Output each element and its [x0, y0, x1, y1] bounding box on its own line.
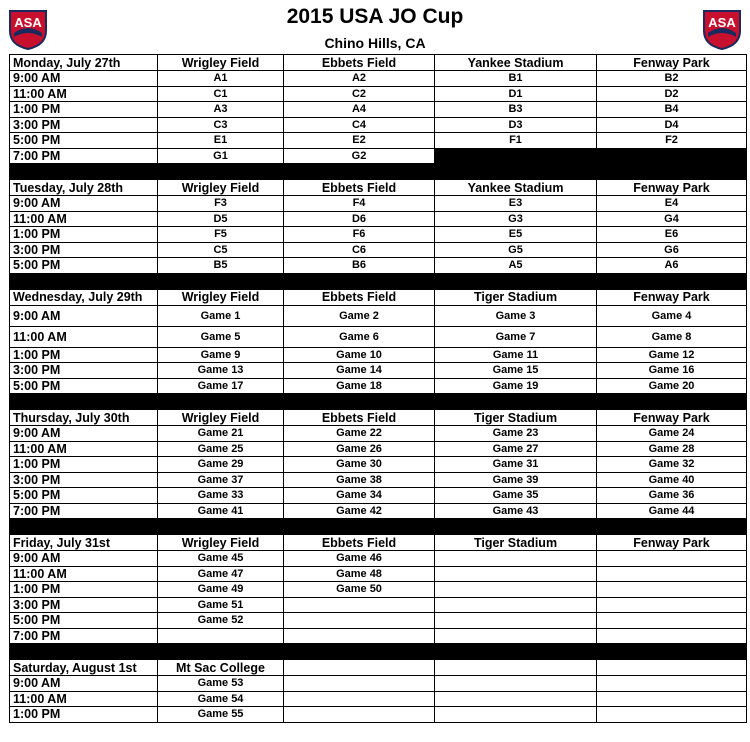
time-slot-row — [10, 305, 747, 326]
game-cell — [597, 148, 747, 164]
time-slot-row — [10, 71, 747, 87]
day-separator — [10, 519, 747, 535]
game-cell: Game 42 — [284, 503, 435, 519]
game-cell — [435, 613, 597, 629]
game-cell: C3 — [158, 117, 284, 133]
game-cell — [435, 566, 597, 582]
game-cell: E6 — [597, 227, 747, 243]
game-cell: F2 — [597, 133, 747, 149]
game-cell — [284, 613, 435, 629]
game-cell: D3 — [435, 117, 597, 133]
game-cell: C6 — [284, 242, 435, 258]
venue-header: Fenway Park — [597, 180, 747, 196]
game-cell: Game 44 — [597, 503, 747, 519]
separator-bar — [10, 273, 747, 289]
game-cell: E5 — [435, 227, 597, 243]
game-cell: Game 53 — [158, 676, 284, 692]
time-slot-label: 5:00 PM — [10, 258, 158, 274]
venue-header: Fenway Park — [597, 289, 747, 305]
day-label: Wednesday, July 29th — [10, 289, 158, 305]
game-cell — [435, 691, 597, 707]
time-slot-label: 7:00 PM — [10, 628, 158, 644]
time-slot-label: 11:00 AM — [10, 86, 158, 102]
day-header-row — [10, 535, 747, 551]
game-cell: Game 28 — [597, 441, 747, 457]
venue-header: Ebbets Field — [284, 535, 435, 551]
game-cell — [158, 628, 284, 644]
game-cell: Game 47 — [158, 566, 284, 582]
game-cell: G1 — [158, 148, 284, 164]
game-cell: Game 4 — [597, 305, 747, 326]
game-cell: Game 37 — [158, 472, 284, 488]
time-slot-label: 1:00 PM — [10, 347, 158, 363]
time-slot-row — [10, 503, 747, 519]
day-label: Friday, July 31st — [10, 535, 158, 551]
time-slot-row — [10, 378, 747, 394]
separator-bar — [10, 394, 747, 410]
day-header-row — [10, 660, 747, 676]
game-cell — [597, 613, 747, 629]
page-title: 2015 USA JO Cup — [286, 5, 464, 28]
day-label: Thursday, July 30th — [10, 410, 158, 426]
game-cell: G2 — [284, 148, 435, 164]
game-cell: Game 45 — [158, 551, 284, 567]
game-cell: Game 27 — [435, 441, 597, 457]
time-slot-label: 3:00 PM — [10, 242, 158, 258]
game-cell: B5 — [158, 258, 284, 274]
game-cell: D1 — [435, 86, 597, 102]
game-cell: Game 16 — [597, 363, 747, 379]
time-slot-label: 9:00 AM — [10, 196, 158, 212]
game-cell — [435, 597, 597, 613]
game-cell: D4 — [597, 117, 747, 133]
time-slot-row — [10, 347, 747, 363]
game-cell: Game 32 — [597, 457, 747, 473]
game-cell: Game 40 — [597, 472, 747, 488]
game-cell — [597, 597, 747, 613]
game-cell: Game 50 — [284, 582, 435, 598]
game-cell — [597, 628, 747, 644]
game-cell: B1 — [435, 71, 597, 87]
game-cell: Game 17 — [158, 378, 284, 394]
day-label: Saturday, August 1st — [10, 660, 158, 676]
game-cell: Game 10 — [284, 347, 435, 363]
game-cell: C5 — [158, 242, 284, 258]
time-slot-row — [10, 457, 747, 473]
venue-header: Mt Sac College — [158, 660, 284, 676]
game-cell — [435, 148, 597, 164]
game-cell: A2 — [284, 71, 435, 87]
venue-header — [284, 660, 435, 676]
game-cell: Game 15 — [435, 363, 597, 379]
game-cell: Game 51 — [158, 597, 284, 613]
game-cell: F5 — [158, 227, 284, 243]
game-cell — [597, 551, 747, 567]
venue-header: Wrigley Field — [158, 180, 284, 196]
game-cell: Game 7 — [435, 326, 597, 347]
game-cell: Game 34 — [284, 488, 435, 504]
time-slot-label: 7:00 PM — [10, 503, 158, 519]
day-separator — [10, 394, 747, 410]
time-slot-label: 5:00 PM — [10, 133, 158, 149]
venue-header: Fenway Park — [597, 55, 747, 71]
time-slot-label: 1:00 PM — [10, 227, 158, 243]
day-header-row — [10, 410, 747, 426]
game-cell: Game 30 — [284, 457, 435, 473]
game-cell: Game 21 — [158, 426, 284, 442]
venue-header: Ebbets Field — [284, 180, 435, 196]
venue-header — [435, 660, 597, 676]
time-slot-row — [10, 488, 747, 504]
day-separator — [10, 644, 747, 660]
game-cell: G6 — [597, 242, 747, 258]
venue-header: Fenway Park — [597, 535, 747, 551]
game-cell: Game 1 — [158, 305, 284, 326]
game-cell: C1 — [158, 86, 284, 102]
game-cell — [435, 551, 597, 567]
game-cell: Game 9 — [158, 347, 284, 363]
time-slot-row — [10, 86, 747, 102]
game-cell: Game 55 — [158, 707, 284, 723]
game-cell: Game 38 — [284, 472, 435, 488]
game-cell: Game 12 — [597, 347, 747, 363]
time-slot-label: 3:00 PM — [10, 472, 158, 488]
time-slot-label: 9:00 AM — [10, 676, 158, 692]
venue-header: Wrigley Field — [158, 55, 284, 71]
game-cell: Game 11 — [435, 347, 597, 363]
game-cell: B6 — [284, 258, 435, 274]
game-cell — [597, 676, 747, 692]
time-slot-label: 1:00 PM — [10, 582, 158, 598]
game-cell: Game 14 — [284, 363, 435, 379]
venue-header: Yankee Stadium — [435, 180, 597, 196]
venue-header: Ebbets Field — [284, 289, 435, 305]
game-cell: Game 36 — [597, 488, 747, 504]
time-slot-label: 7:00 PM — [10, 148, 158, 164]
venue-header: Wrigley Field — [158, 410, 284, 426]
game-cell: Game 35 — [435, 488, 597, 504]
game-cell: Game 54 — [158, 691, 284, 707]
game-cell: G3 — [435, 211, 597, 227]
venue-header: Tiger Stadium — [435, 535, 597, 551]
game-cell: E3 — [435, 196, 597, 212]
venue-header: Ebbets Field — [284, 55, 435, 71]
time-slot-row — [10, 242, 747, 258]
time-slot-row — [10, 597, 747, 613]
time-slot-row — [10, 227, 747, 243]
game-cell: F3 — [158, 196, 284, 212]
game-cell: Game 41 — [158, 503, 284, 519]
time-slot-row — [10, 426, 747, 442]
game-cell: G4 — [597, 211, 747, 227]
game-cell: Game 25 — [158, 441, 284, 457]
game-cell — [284, 628, 435, 644]
game-cell: Game 22 — [284, 426, 435, 442]
game-cell: A1 — [158, 71, 284, 87]
time-slot-label: 9:00 AM — [10, 426, 158, 442]
game-cell: A3 — [158, 102, 284, 118]
game-cell: A6 — [597, 258, 747, 274]
game-cell: A4 — [284, 102, 435, 118]
separator-bar — [10, 519, 747, 535]
game-cell: F1 — [435, 133, 597, 149]
time-slot-label: 9:00 AM — [10, 305, 158, 326]
game-cell: Game 52 — [158, 613, 284, 629]
time-slot-label: 11:00 AM — [10, 326, 158, 347]
time-slot-label: 5:00 PM — [10, 613, 158, 629]
time-slot-label: 1:00 PM — [10, 102, 158, 118]
venue-header — [597, 660, 747, 676]
time-slot-row — [10, 211, 747, 227]
day-label: Monday, July 27th — [10, 55, 158, 71]
game-cell: F6 — [284, 227, 435, 243]
game-cell — [597, 582, 747, 598]
time-slot-label: 3:00 PM — [10, 597, 158, 613]
game-cell: Game 29 — [158, 457, 284, 473]
game-cell — [597, 691, 747, 707]
venue-header: Tiger Stadium — [435, 410, 597, 426]
time-slot-row — [10, 133, 747, 149]
venue-header: Yankee Stadium — [435, 55, 597, 71]
game-cell: G5 — [435, 242, 597, 258]
time-slot-row — [10, 117, 747, 133]
game-cell — [284, 597, 435, 613]
time-slot-label: 9:00 AM — [10, 71, 158, 87]
game-cell: E1 — [158, 133, 284, 149]
day-header-row — [10, 289, 747, 305]
game-cell: E4 — [597, 196, 747, 212]
time-slot-row — [10, 613, 747, 629]
game-cell — [435, 628, 597, 644]
game-cell: D6 — [284, 211, 435, 227]
game-cell — [284, 691, 435, 707]
game-cell: Game 48 — [284, 566, 435, 582]
game-cell: B3 — [435, 102, 597, 118]
game-cell: Game 8 — [597, 326, 747, 347]
schedule-table — [9, 54, 747, 723]
time-slot-row — [10, 441, 747, 457]
venue-header: Ebbets Field — [284, 410, 435, 426]
game-cell — [284, 707, 435, 723]
time-slot-label: 1:00 PM — [10, 457, 158, 473]
day-header-row — [10, 180, 747, 196]
game-cell: Game 33 — [158, 488, 284, 504]
game-cell — [597, 707, 747, 723]
game-cell: Game 19 — [435, 378, 597, 394]
time-slot-label: 9:00 AM — [10, 551, 158, 567]
day-separator — [10, 273, 747, 289]
game-cell — [435, 582, 597, 598]
time-slot-row — [10, 676, 747, 692]
time-slot-row — [10, 472, 747, 488]
time-slot-label: 5:00 PM — [10, 378, 158, 394]
day-label: Tuesday, July 28th — [10, 180, 158, 196]
time-slot-label: 11:00 AM — [10, 566, 158, 582]
time-slot-row — [10, 326, 747, 347]
game-cell: Game 5 — [158, 326, 284, 347]
game-cell: Game 18 — [284, 378, 435, 394]
time-slot-label: 3:00 PM — [10, 117, 158, 133]
venue-header: Wrigley Field — [158, 289, 284, 305]
time-slot-row — [10, 102, 747, 118]
game-cell — [435, 707, 597, 723]
game-cell: Game 24 — [597, 426, 747, 442]
time-slot-row — [10, 363, 747, 379]
time-slot-label: 3:00 PM — [10, 363, 158, 379]
game-cell: D5 — [158, 211, 284, 227]
game-cell: A5 — [435, 258, 597, 274]
game-cell — [435, 676, 597, 692]
time-slot-row — [10, 566, 747, 582]
game-cell: C4 — [284, 117, 435, 133]
game-cell: E2 — [284, 133, 435, 149]
game-cell: Game 23 — [435, 426, 597, 442]
game-cell — [597, 566, 747, 582]
game-cell: B4 — [597, 102, 747, 118]
time-slot-label: 5:00 PM — [10, 488, 158, 504]
game-cell: Game 20 — [597, 378, 747, 394]
svg-text:ASA: ASA — [14, 15, 42, 30]
venue-header: Fenway Park — [597, 410, 747, 426]
separator-bar — [10, 164, 747, 180]
game-cell: Game 3 — [435, 305, 597, 326]
game-cell: Game 39 — [435, 472, 597, 488]
time-slot-row — [10, 707, 747, 723]
game-cell: Game 2 — [284, 305, 435, 326]
game-cell: Game 43 — [435, 503, 597, 519]
time-slot-row — [10, 691, 747, 707]
game-cell: Game 6 — [284, 326, 435, 347]
game-cell: Game 26 — [284, 441, 435, 457]
time-slot-row — [10, 628, 747, 644]
page-subtitle-location: Chino Hills, CA — [324, 35, 426, 51]
game-cell: D2 — [597, 86, 747, 102]
time-slot-row — [10, 196, 747, 212]
time-slot-label: 11:00 AM — [10, 691, 158, 707]
time-slot-row — [10, 148, 747, 164]
time-slot-row — [10, 551, 747, 567]
game-cell: Game 13 — [158, 363, 284, 379]
game-cell: Game 49 — [158, 582, 284, 598]
time-slot-label: 11:00 AM — [10, 211, 158, 227]
game-cell — [284, 676, 435, 692]
game-cell: F4 — [284, 196, 435, 212]
separator-bar — [10, 644, 747, 660]
time-slot-label: 11:00 AM — [10, 441, 158, 457]
time-slot-label: 1:00 PM — [10, 707, 158, 723]
day-separator — [10, 164, 747, 180]
venue-header: Wrigley Field — [158, 535, 284, 551]
game-cell: C2 — [284, 86, 435, 102]
game-cell: Game 46 — [284, 551, 435, 567]
day-header-row — [10, 55, 747, 71]
game-cell: B2 — [597, 71, 747, 87]
svg-text:ASA: ASA — [708, 15, 736, 30]
game-cell: Game 31 — [435, 457, 597, 473]
venue-header: Tiger Stadium — [435, 289, 597, 305]
time-slot-row — [10, 582, 747, 598]
time-slot-row — [10, 258, 747, 274]
